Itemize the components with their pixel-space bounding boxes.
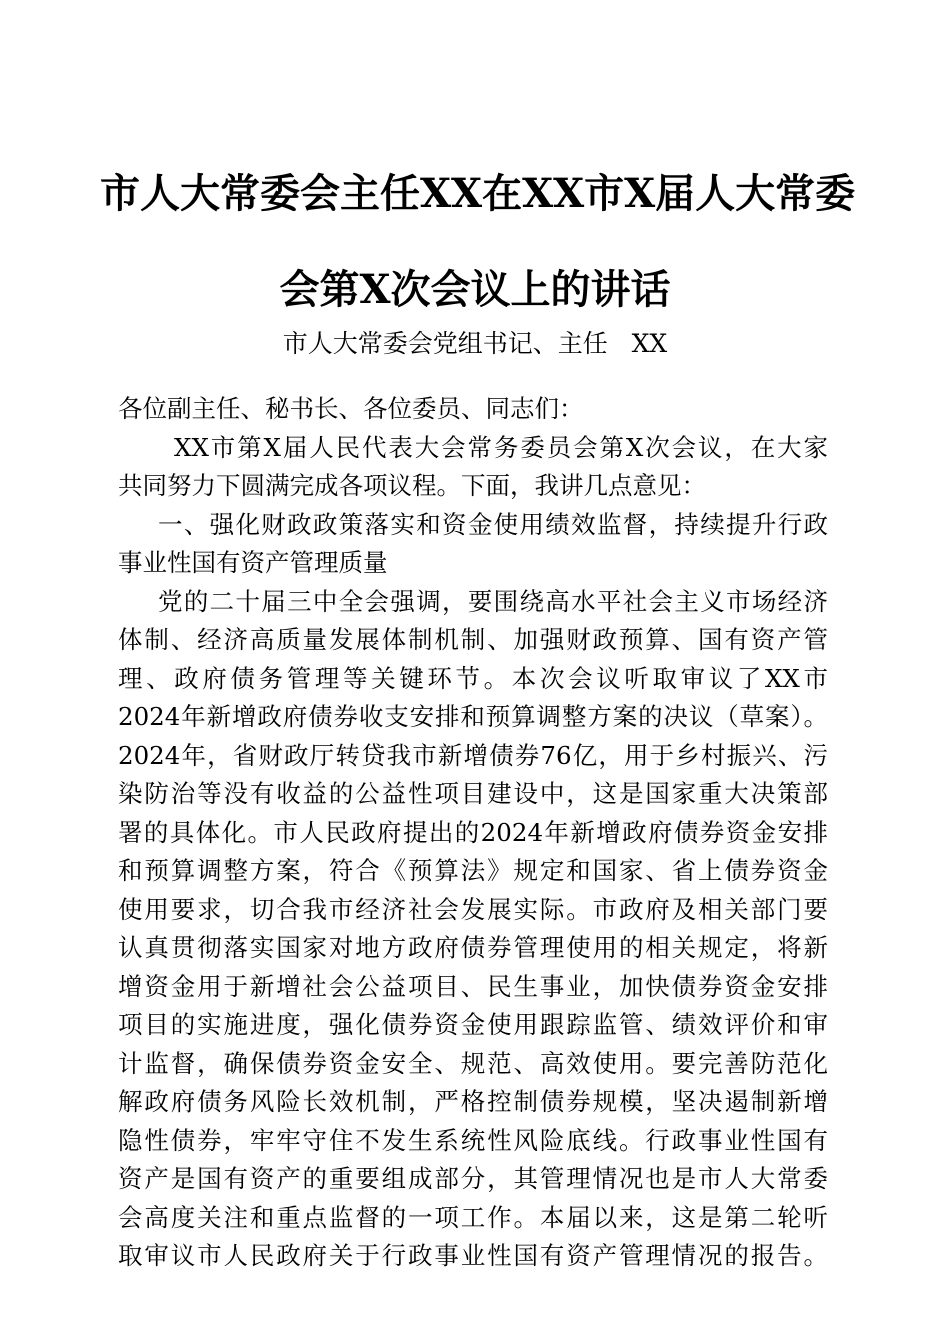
body-line: 党的二十届三中全会强调，要围绕高水平社会主义市场经济: [158, 586, 828, 616]
section-heading-line: 事业性国有资产管理质量: [118, 548, 388, 577]
body-line: 项目的实施进度，强化债券资金使用跟踪监管、绩效评价和审: [118, 1010, 828, 1039]
document-byline: 市人大常委会党组书记、主任 XX: [282, 329, 668, 358]
body-line: 染防治等没有收益的公益性项目建设中，这是国家重大决策部: [118, 779, 828, 808]
document-body: [118, 390, 828, 1276]
body-line: 体制、经济高质量发展体制机制、加强财政预算、国有资产管: [118, 625, 828, 654]
body-line: 隐性债券，牢牢守住不发生系统性风险底线。行政事业性国有: [118, 1125, 828, 1155]
document-title-line-2: 会第X次会议上的讲话: [279, 266, 671, 313]
body-line: 认真贯彻落实国家对地方政府债券管理使用的相关规定，将新: [118, 933, 828, 962]
body-line: 2024年，省财政厅转贷我市新增债券76亿，用于乡村振兴、污: [118, 740, 828, 770]
document-title-line-1: 市人大常委会主任XX在XX市X届人大常委: [100, 170, 856, 217]
body-line: 会高度关注和重点监督的一项工作。本届以来，这是第二轮听: [118, 1202, 828, 1232]
body-line: 解政府债务风险长效机制，严格控制债券规模，坚决遏制新增: [118, 1087, 828, 1116]
body-line: 取审议市人民政府关于行政事业性国有资产管理情况的报告。: [118, 1241, 828, 1270]
body-line: 计监督，确保债券资金安全、规范、高效使用。要完善防范化: [118, 1048, 828, 1078]
body-line: 共同努力下圆满完成各项议程。下面，我讲几点意见：: [118, 471, 706, 500]
body-line: 使用要求，切合我市经济社会发展实际。市政府及相关部门要: [118, 894, 828, 924]
body-line: 和预算调整方案，符合《预算法》规定和国家、省上债券资金: [118, 856, 828, 885]
body-line: 署的具体化。市人民政府提出的2024年新增政府债券资金安排: [118, 817, 828, 847]
salutation-line: 各位副主任、秘书长、各位委员、同志们：: [118, 394, 584, 423]
body-line: 2024年新增政府债券收支安排和预算调整方案的决议（草案）。: [118, 702, 828, 731]
body-line: 理、政府债务管理等关键环节。本次会议听取审议了XX市: [118, 663, 828, 693]
body-line: 资产是国有资产的重要组成部分，其管理情况也是市人大常委: [118, 1164, 828, 1193]
section-heading-line: 一、强化财政政策落实和资金使用绩效监督，持续提升行政: [158, 509, 828, 539]
body-line: 增资金用于新增社会公益项目、民生事业，加快债券资金安排: [118, 971, 828, 1001]
body-line: XX市第X届人民代表大会常务委员会第X次会议，在大家: [174, 432, 828, 462]
